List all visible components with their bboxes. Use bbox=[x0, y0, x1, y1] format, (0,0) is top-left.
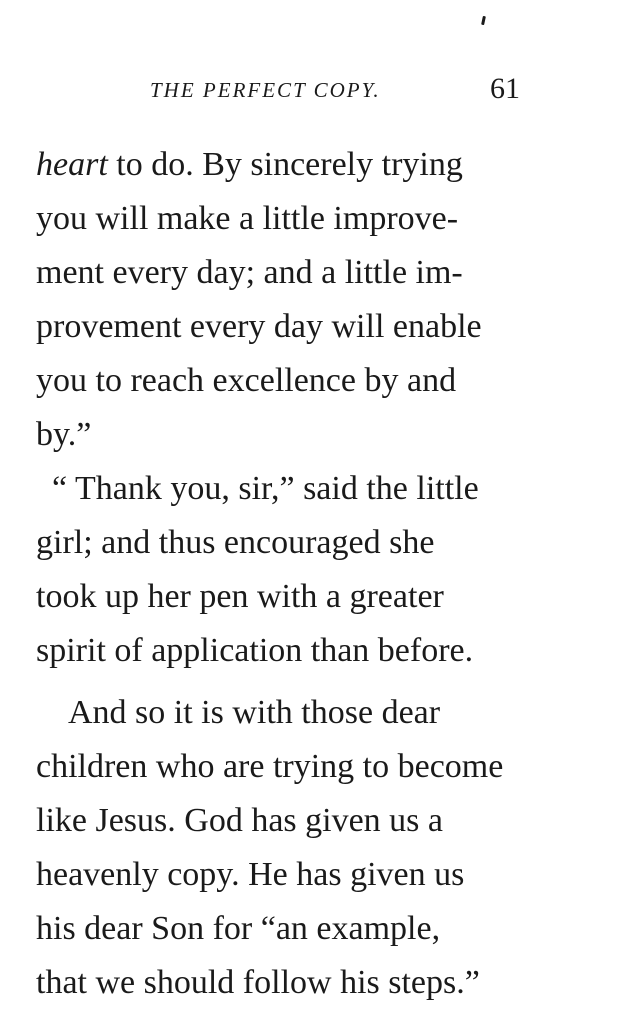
line-text: like Jesus. God has given us a bbox=[36, 802, 444, 839]
text-line bbox=[36, 686, 536, 740]
line-text: his dear Son for “an example, bbox=[36, 910, 441, 947]
line-text: And so it is with those dear bbox=[68, 694, 441, 731]
line-text: “ Thank you, sir,” said the little bbox=[52, 470, 479, 507]
text-line bbox=[36, 462, 536, 516]
body-text bbox=[36, 138, 536, 1010]
text-line bbox=[36, 740, 536, 794]
text-line bbox=[36, 246, 536, 300]
text-line bbox=[36, 300, 536, 354]
text-line bbox=[36, 138, 536, 192]
line-text: you will make a little improve- bbox=[36, 200, 459, 237]
line-text: you to reach excellence by and bbox=[36, 362, 457, 399]
text-line bbox=[36, 902, 536, 956]
line-text: children who are trying to become bbox=[36, 748, 504, 785]
line-text: heavenly copy. He has given us bbox=[36, 856, 465, 893]
line-text: provement every day will enable bbox=[36, 308, 482, 345]
line-text: spirit of application than before. bbox=[36, 632, 474, 669]
line-text: girl; and thus encouraged she bbox=[36, 524, 435, 561]
paragraph-gap bbox=[36, 678, 536, 686]
line-text: ment every day; and a little im- bbox=[36, 254, 463, 291]
ink-speck bbox=[481, 16, 486, 25]
text-line bbox=[36, 354, 536, 408]
text-line bbox=[36, 848, 536, 902]
line-text: by.” bbox=[36, 416, 92, 453]
text-line bbox=[36, 624, 536, 678]
text-line bbox=[36, 192, 536, 246]
text-line bbox=[36, 794, 536, 848]
page-number: 61 bbox=[490, 72, 520, 105]
text-line bbox=[36, 516, 536, 570]
text-line bbox=[36, 956, 536, 1010]
text-line bbox=[36, 408, 536, 462]
text-line bbox=[36, 570, 536, 624]
running-title: THE PERFECT COPY. bbox=[150, 78, 381, 102]
line-text: to do. By sincerely trying bbox=[107, 146, 463, 183]
line-text: that we should follow his steps.” bbox=[36, 964, 480, 1001]
italic-word: heart bbox=[36, 146, 108, 183]
line-text: took up her pen with a greater bbox=[36, 578, 444, 615]
